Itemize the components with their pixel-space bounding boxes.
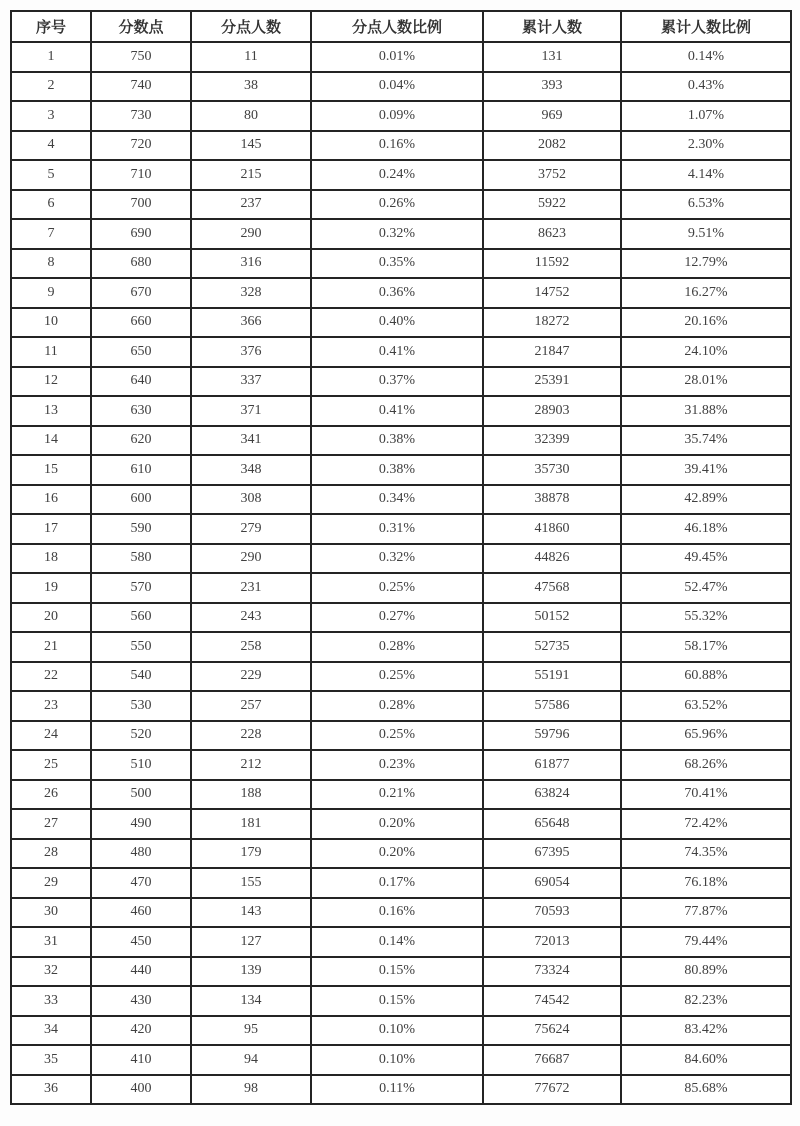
cell: 0.04% (311, 72, 483, 102)
cell: 400 (91, 1075, 191, 1105)
cell: 80.89% (621, 957, 791, 987)
cell: 720 (91, 131, 191, 161)
table-row (11, 219, 791, 249)
cell: 0.24% (311, 160, 483, 190)
table-row (11, 278, 791, 308)
cell: 12.79% (621, 249, 791, 279)
table-row (11, 632, 791, 662)
cell: 510 (91, 750, 191, 780)
cell: 38 (191, 72, 311, 102)
cell: 11 (191, 42, 311, 72)
cell: 98 (191, 1075, 311, 1105)
cell: 3 (11, 101, 91, 131)
column-header-pct: 分点人数比例 (311, 11, 483, 42)
cell: 690 (91, 219, 191, 249)
cell: 371 (191, 396, 311, 426)
cell: 0.32% (311, 544, 483, 574)
cell: 0.25% (311, 662, 483, 692)
table-row (11, 72, 791, 102)
cell: 32 (11, 957, 91, 987)
cell: 22 (11, 662, 91, 692)
cell: 215 (191, 160, 311, 190)
cell: 740 (91, 72, 191, 102)
cell: 0.27% (311, 603, 483, 633)
cell: 11 (11, 337, 91, 367)
cell: 21 (11, 632, 91, 662)
table-row (11, 101, 791, 131)
cell: 16 (11, 485, 91, 515)
cell: 58.17% (621, 632, 791, 662)
cell: 57586 (483, 691, 621, 721)
table-row (11, 986, 791, 1016)
cell: 84.60% (621, 1045, 791, 1075)
cell: 640 (91, 367, 191, 397)
cell: 77672 (483, 1075, 621, 1105)
cell: 68.26% (621, 750, 791, 780)
cell: 0.25% (311, 573, 483, 603)
cell: 50152 (483, 603, 621, 633)
table-row (11, 190, 791, 220)
cell: 670 (91, 278, 191, 308)
cell: 35 (11, 1045, 91, 1075)
cell: 590 (91, 514, 191, 544)
table-row (11, 160, 791, 190)
cell: 31.88% (621, 396, 791, 426)
cell: 420 (91, 1016, 191, 1046)
table-row (11, 1075, 791, 1105)
cell: 18272 (483, 308, 621, 338)
cell: 79.44% (621, 927, 791, 957)
cell: 0.38% (311, 426, 483, 456)
cell: 0.20% (311, 839, 483, 869)
cell: 179 (191, 839, 311, 869)
score-distribution-table (10, 10, 792, 1105)
cell: 31 (11, 927, 91, 957)
cell: 6 (11, 190, 91, 220)
cell: 145 (191, 131, 311, 161)
cell: 0.16% (311, 898, 483, 928)
cell: 181 (191, 809, 311, 839)
cell: 500 (91, 780, 191, 810)
cell: 0.21% (311, 780, 483, 810)
cell: 95 (191, 1016, 311, 1046)
cell: 20.16% (621, 308, 791, 338)
cell: 0.41% (311, 337, 483, 367)
cell: 460 (91, 898, 191, 928)
cell: 0.25% (311, 721, 483, 751)
cell: 76.18% (621, 868, 791, 898)
cell: 2082 (483, 131, 621, 161)
cell: 308 (191, 485, 311, 515)
table-body (11, 42, 791, 1104)
cell: 28.01% (621, 367, 791, 397)
cell: 46.18% (621, 514, 791, 544)
cell: 480 (91, 839, 191, 869)
cell: 35.74% (621, 426, 791, 456)
cell: 34 (11, 1016, 91, 1046)
column-header-score: 分数点 (91, 11, 191, 42)
table-row (11, 485, 791, 515)
cell: 0.10% (311, 1045, 483, 1075)
cell: 0.14% (311, 927, 483, 957)
table-row (11, 662, 791, 692)
column-header-cum-pct: 累计人数比例 (621, 11, 791, 42)
cell: 70593 (483, 898, 621, 928)
table-row (11, 809, 791, 839)
cell: 25 (11, 750, 91, 780)
cell: 228 (191, 721, 311, 751)
cell: 229 (191, 662, 311, 692)
cell: 600 (91, 485, 191, 515)
cell: 620 (91, 426, 191, 456)
cell: 24.10% (621, 337, 791, 367)
cell: 155 (191, 868, 311, 898)
cell: 0.41% (311, 396, 483, 426)
cell: 77.87% (621, 898, 791, 928)
cell: 60.88% (621, 662, 791, 692)
column-header-count: 分点人数 (191, 11, 311, 42)
cell: 0.43% (621, 72, 791, 102)
cell: 38878 (483, 485, 621, 515)
cell: 14752 (483, 278, 621, 308)
cell: 337 (191, 367, 311, 397)
cell: 32399 (483, 426, 621, 456)
cell: 131 (483, 42, 621, 72)
cell: 257 (191, 691, 311, 721)
cell: 63824 (483, 780, 621, 810)
table-row (11, 337, 791, 367)
cell: 63.52% (621, 691, 791, 721)
cell: 72013 (483, 927, 621, 957)
table-row (11, 573, 791, 603)
cell: 28 (11, 839, 91, 869)
cell: 550 (91, 632, 191, 662)
cell: 8 (11, 249, 91, 279)
cell: 212 (191, 750, 311, 780)
cell: 0.23% (311, 750, 483, 780)
cell: 0.28% (311, 632, 483, 662)
cell: 17 (11, 514, 91, 544)
cell: 4 (11, 131, 91, 161)
cell: 9 (11, 278, 91, 308)
table-row (11, 1016, 791, 1046)
cell: 127 (191, 927, 311, 957)
table-row (11, 957, 791, 987)
table-row (11, 426, 791, 456)
cell: 290 (191, 544, 311, 574)
cell: 290 (191, 219, 311, 249)
cell: 680 (91, 249, 191, 279)
cell: 0.31% (311, 514, 483, 544)
cell: 55191 (483, 662, 621, 692)
table-row (11, 898, 791, 928)
cell: 23 (11, 691, 91, 721)
cell: 44826 (483, 544, 621, 574)
cell: 750 (91, 42, 191, 72)
cell: 0.14% (621, 42, 791, 72)
cell: 19 (11, 573, 91, 603)
cell: 30 (11, 898, 91, 928)
table-row (11, 868, 791, 898)
cell: 9.51% (621, 219, 791, 249)
table-row (11, 927, 791, 957)
cell: 0.38% (311, 455, 483, 485)
cell: 1.07% (621, 101, 791, 131)
cell: 0.28% (311, 691, 483, 721)
cell: 25391 (483, 367, 621, 397)
cell: 730 (91, 101, 191, 131)
cell: 630 (91, 396, 191, 426)
cell: 0.40% (311, 308, 483, 338)
cell: 39.41% (621, 455, 791, 485)
cell: 3752 (483, 160, 621, 190)
cell: 7 (11, 219, 91, 249)
cell: 2 (11, 72, 91, 102)
cell: 24 (11, 721, 91, 751)
cell: 59796 (483, 721, 621, 751)
cell: 15 (11, 455, 91, 485)
cell: 376 (191, 337, 311, 367)
cell: 26 (11, 780, 91, 810)
cell: 65648 (483, 809, 621, 839)
table-row (11, 308, 791, 338)
cell: 83.42% (621, 1016, 791, 1046)
cell: 0.17% (311, 868, 483, 898)
cell: 540 (91, 662, 191, 692)
cell: 530 (91, 691, 191, 721)
cell: 52735 (483, 632, 621, 662)
table-row (11, 691, 791, 721)
cell: 580 (91, 544, 191, 574)
cell: 2.30% (621, 131, 791, 161)
cell: 41860 (483, 514, 621, 544)
cell: 36 (11, 1075, 91, 1105)
cell: 231 (191, 573, 311, 603)
table-row (11, 396, 791, 426)
table-row (11, 42, 791, 72)
cell: 139 (191, 957, 311, 987)
cell: 74542 (483, 986, 621, 1016)
cell: 470 (91, 868, 191, 898)
cell: 0.35% (311, 249, 483, 279)
cell: 65.96% (621, 721, 791, 751)
cell: 0.15% (311, 986, 483, 1016)
cell: 450 (91, 927, 191, 957)
cell: 393 (483, 72, 621, 102)
cell: 570 (91, 573, 191, 603)
table-row (11, 131, 791, 161)
cell: 1 (11, 42, 91, 72)
cell: 0.20% (311, 809, 483, 839)
cell: 94 (191, 1045, 311, 1075)
column-header-seq: 序号 (11, 11, 91, 42)
cell: 243 (191, 603, 311, 633)
table-row (11, 1045, 791, 1075)
cell: 258 (191, 632, 311, 662)
cell: 52.47% (621, 573, 791, 603)
cell: 650 (91, 337, 191, 367)
cell: 490 (91, 809, 191, 839)
cell: 0.11% (311, 1075, 483, 1105)
cell: 20 (11, 603, 91, 633)
cell: 279 (191, 514, 311, 544)
cell: 13 (11, 396, 91, 426)
cell: 4.14% (621, 160, 791, 190)
cell: 660 (91, 308, 191, 338)
cell: 61877 (483, 750, 621, 780)
cell: 440 (91, 957, 191, 987)
cell: 42.89% (621, 485, 791, 515)
cell: 11592 (483, 249, 621, 279)
cell: 0.37% (311, 367, 483, 397)
cell: 69054 (483, 868, 621, 898)
cell: 560 (91, 603, 191, 633)
cell: 0.36% (311, 278, 483, 308)
cell: 366 (191, 308, 311, 338)
cell: 8623 (483, 219, 621, 249)
cell: 520 (91, 721, 191, 751)
table-row (11, 249, 791, 279)
cell: 55.32% (621, 603, 791, 633)
cell: 49.45% (621, 544, 791, 574)
cell: 74.35% (621, 839, 791, 869)
cell: 341 (191, 426, 311, 456)
cell: 82.23% (621, 986, 791, 1016)
cell: 237 (191, 190, 311, 220)
cell: 0.01% (311, 42, 483, 72)
cell: 143 (191, 898, 311, 928)
table-row (11, 780, 791, 810)
cell: 0.16% (311, 131, 483, 161)
table-row (11, 455, 791, 485)
cell: 710 (91, 160, 191, 190)
cell: 73324 (483, 957, 621, 987)
cell: 33 (11, 986, 91, 1016)
cell: 35730 (483, 455, 621, 485)
cell: 328 (191, 278, 311, 308)
cell: 85.68% (621, 1075, 791, 1105)
cell: 5922 (483, 190, 621, 220)
cell: 80 (191, 101, 311, 131)
table-row (11, 750, 791, 780)
cell: 28903 (483, 396, 621, 426)
cell: 12 (11, 367, 91, 397)
cell: 0.15% (311, 957, 483, 987)
table-row (11, 514, 791, 544)
table-row (11, 721, 791, 751)
cell: 0.26% (311, 190, 483, 220)
cell: 21847 (483, 337, 621, 367)
cell: 75624 (483, 1016, 621, 1046)
table-row (11, 603, 791, 633)
cell: 5 (11, 160, 91, 190)
cell: 134 (191, 986, 311, 1016)
cell: 0.34% (311, 485, 483, 515)
table-header (11, 11, 791, 42)
cell: 10 (11, 308, 91, 338)
cell: 410 (91, 1045, 191, 1075)
cell: 700 (91, 190, 191, 220)
table-row (11, 367, 791, 397)
cell: 0.09% (311, 101, 483, 131)
cell: 430 (91, 986, 191, 1016)
column-header-cum: 累计人数 (483, 11, 621, 42)
cell: 70.41% (621, 780, 791, 810)
cell: 969 (483, 101, 621, 131)
cell: 67395 (483, 839, 621, 869)
cell: 27 (11, 809, 91, 839)
cell: 610 (91, 455, 191, 485)
cell: 6.53% (621, 190, 791, 220)
cell: 0.32% (311, 219, 483, 249)
cell: 72.42% (621, 809, 791, 839)
cell: 316 (191, 249, 311, 279)
table-row (11, 839, 791, 869)
cell: 76687 (483, 1045, 621, 1075)
cell: 348 (191, 455, 311, 485)
cell: 18 (11, 544, 91, 574)
cell: 14 (11, 426, 91, 456)
table-row (11, 544, 791, 574)
cell: 188 (191, 780, 311, 810)
cell: 29 (11, 868, 91, 898)
cell: 16.27% (621, 278, 791, 308)
header-row (11, 11, 791, 42)
cell: 0.10% (311, 1016, 483, 1046)
cell: 47568 (483, 573, 621, 603)
